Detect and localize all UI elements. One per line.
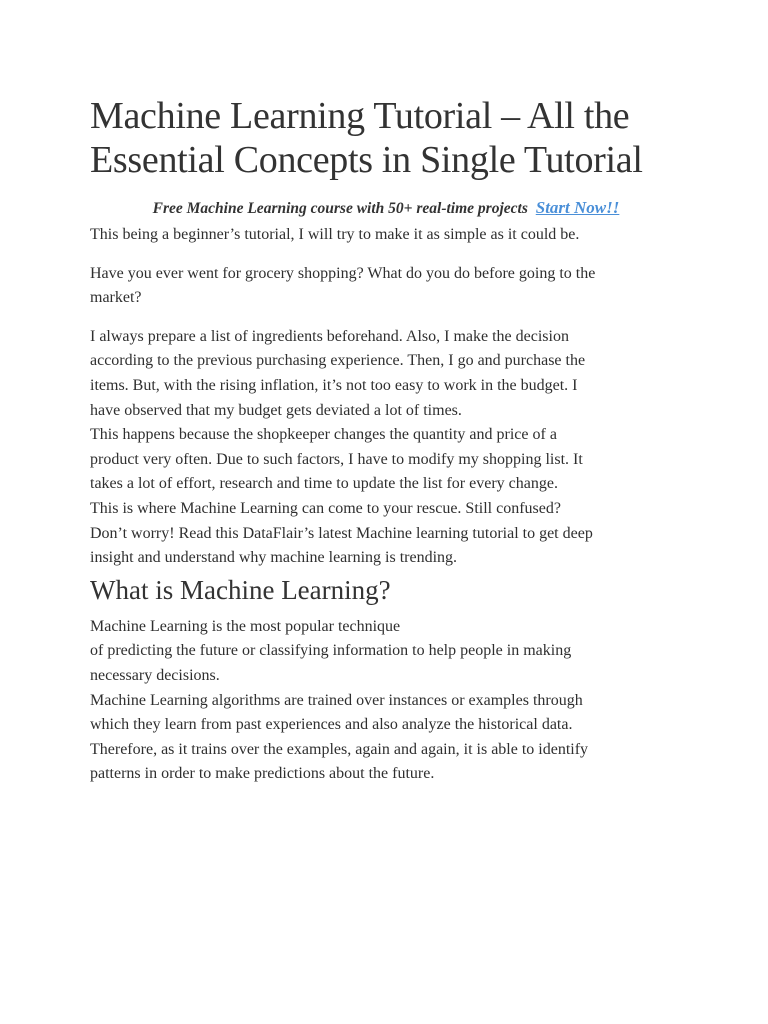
paragraph-line: takes a lot of effort, research and time to update the list for every change.	[90, 475, 558, 493]
title-line: Essential Concepts in Single Tutorial	[90, 139, 643, 181]
section-heading: What is Machine Learning?	[90, 574, 391, 605]
start-now-link[interactable]: Start Now!!	[535, 198, 620, 217]
body-paragraph	[90, 325, 682, 571]
intro-paragraph: This being a beginner’s tutorial, I will try to make it as simple as it could be.	[90, 226, 580, 243]
paragraph-line: insight and understand why machine learning is trending.	[90, 549, 458, 567]
paragraph-line: of predicting the future or classifying information to help people in making	[90, 642, 572, 660]
paragraph-line: Don’t worry! Read this DataFlair’s latest Machine learning tutorial to get deep	[90, 524, 593, 542]
promo-banner	[90, 197, 682, 220]
paragraph-line: Have you ever went for grocery shopping? What do you do before going to the	[90, 264, 596, 282]
paragraph-line: according to the previous purchasing experience. Then, I go and purchase the	[90, 352, 586, 370]
paragraph-line: which they learn from past experiences and also analyze the historical data.	[90, 716, 573, 734]
paragraph-line: Machine Learning is the most popular technique	[90, 617, 401, 635]
paragraph-line: Machine Learning algorithms are trained over instances or examples through	[90, 691, 583, 709]
title-line: Machine Learning Tutorial – All the	[90, 95, 630, 137]
paragraph-line: patterns in order to make predictions about the future.	[90, 765, 435, 783]
paragraph-line: have observed that my budget gets deviated a lot of times.	[90, 401, 462, 419]
promo-text: Free Machine Learning course with 50+ real-time projects	[152, 200, 528, 217]
paragraph-line: necessary decisions.	[90, 666, 220, 684]
paragraph-line: Therefore, as it trains over the examples, again and again, it is able to identify	[90, 740, 589, 758]
article	[90, 94, 682, 787]
paragraph-line: This is where Machine Learning can come to your rescue. Still confused?	[90, 499, 561, 517]
paragraph-line: This happens because the shopkeeper changes the quantity and price of a	[90, 426, 557, 444]
article-title	[90, 94, 682, 182]
paragraph-line: market?	[90, 289, 142, 307]
paragraph-line: I always prepare a list of ingredients beforehand. Also, I make the decision	[90, 327, 569, 345]
paragraph-line: items. But, with the rising inflation, it’s not too easy to work in the budget. I	[90, 376, 578, 394]
definition-paragraph	[90, 615, 682, 787]
paragraph-line: product very often. Due to such factors, I have to modify my shopping list. It	[90, 450, 583, 468]
question-paragraph	[90, 262, 682, 311]
